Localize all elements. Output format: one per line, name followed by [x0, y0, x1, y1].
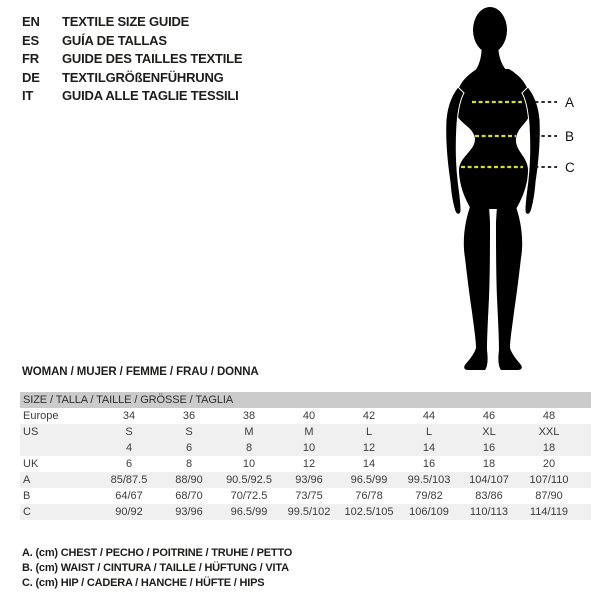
- silhouette-torso: [455, 69, 531, 209]
- size-cell: 96.5/99: [350, 474, 388, 486]
- language-code: FR: [22, 51, 39, 66]
- size-table-rows: [20, 408, 591, 520]
- size-table-row: [20, 456, 591, 472]
- row-padding: [579, 488, 591, 504]
- size-cell: 8: [185, 458, 193, 470]
- size-cell: M: [304, 426, 314, 438]
- size-cell: 16: [422, 458, 436, 470]
- size-cell: 90/92: [115, 506, 143, 518]
- row-padding: [579, 456, 591, 472]
- language-row: [22, 32, 242, 51]
- language-code: ES: [22, 32, 39, 48]
- size-cell: 48: [542, 410, 556, 422]
- size-cell: 96.5/99: [230, 506, 268, 518]
- language-row: [22, 69, 242, 88]
- size-cell: S: [125, 426, 133, 438]
- size-cell: 18: [482, 458, 496, 470]
- size-cell: 18: [542, 442, 556, 454]
- language-code: EN: [22, 14, 40, 29]
- row-padding: [579, 424, 591, 440]
- size-table-row: [20, 424, 591, 440]
- size-cell: 104/107: [469, 474, 509, 486]
- size-cell: 6: [185, 442, 193, 454]
- language-row: [22, 13, 242, 32]
- row-label: A: [23, 474, 31, 486]
- guide-title: GUIDA ALLE TAGLIE TESSILI: [62, 88, 239, 103]
- row-padding: [579, 504, 591, 520]
- woman-silhouette-figure: [395, 0, 600, 375]
- size-cell: 99.5/103: [407, 474, 451, 486]
- size-cell: 8: [245, 442, 253, 454]
- size-cell: 14: [422, 442, 436, 454]
- guide-title: GUÍA DE TALLAS: [62, 32, 167, 48]
- size-cell: 64/67: [115, 490, 143, 502]
- size-cell: 42: [362, 410, 376, 422]
- marker-label-A: A: [565, 95, 575, 110]
- language-title-block: [22, 13, 242, 106]
- footnote-line: A. (cm) CHEST / PECHO / POITRINE / TRUHE / PETTO: [22, 547, 293, 559]
- size-table: [20, 392, 591, 520]
- size-cell: 44: [422, 410, 436, 422]
- size-cell: 10: [302, 442, 316, 454]
- size-cell: 14: [362, 458, 376, 470]
- row-padding: [579, 408, 591, 424]
- size-cell: 114/119: [529, 506, 569, 518]
- size-cell: 4: [125, 442, 133, 454]
- size-cell: 88/90: [175, 474, 203, 486]
- row-label: UK: [23, 458, 39, 470]
- size-cell: 102.5/105: [344, 506, 394, 518]
- language-code: IT: [22, 88, 34, 103]
- size-cell: 16: [482, 442, 496, 454]
- size-cell: 46: [482, 410, 496, 422]
- size-table-row: [20, 408, 591, 424]
- size-table-row: [20, 472, 591, 488]
- row-label: C: [23, 506, 31, 518]
- size-cell: 93/96: [295, 474, 323, 486]
- silhouette-right-leg: [496, 204, 522, 370]
- row-padding: [579, 440, 591, 456]
- size-cell: L: [365, 426, 373, 438]
- size-cell: 99.5/102: [287, 506, 331, 518]
- row-label: [20, 440, 99, 456]
- marker-label-C: C: [565, 160, 575, 175]
- language-row: [22, 50, 242, 69]
- size-cell: 76/78: [355, 490, 383, 502]
- marker-label-B: B: [565, 129, 575, 144]
- size-table-row: [20, 488, 591, 504]
- section-title: WOMAN / MUJER / FEMME / FRAU / DONNA: [22, 366, 259, 378]
- guide-title: GUIDE DES TAILLES TEXTILE: [62, 51, 243, 66]
- size-cell: 87/90: [535, 490, 563, 502]
- figure-wrap: [395, 0, 600, 375]
- size-table-row: [20, 440, 591, 456]
- size-cell: 40: [302, 410, 316, 422]
- row-label: Europe: [23, 410, 59, 422]
- silhouette-left-leg: [464, 204, 490, 370]
- footnote-line: C. (cm) HIP / CADERA / HANCHE / HÜFTE / HIPS: [22, 577, 265, 590]
- size-cell: 107/110: [529, 474, 569, 486]
- size-cell: 70/72.5: [230, 490, 268, 502]
- size-cell: L: [425, 426, 433, 438]
- size-cell: 34: [122, 410, 136, 422]
- size-cell: 38: [242, 410, 256, 422]
- size-cell: 85/87.5: [110, 474, 148, 486]
- footnote-line: B. (cm) WAIST / CINTURA / TAILLE / HÜFTUNG / VITA: [22, 562, 289, 575]
- size-cell: S: [185, 426, 193, 438]
- size-cell: M: [244, 426, 254, 438]
- size-cell: 68/70: [175, 490, 203, 502]
- row-label: US: [23, 426, 39, 438]
- size-cell: XL: [482, 426, 496, 438]
- footnotes: [22, 546, 292, 592]
- size-cell: 110/113: [469, 506, 509, 518]
- guide-title: TEXTILGRÖßENFÜHRUNG: [62, 69, 224, 85]
- size-cell: 12: [302, 458, 316, 470]
- size-cell: 90.5/92.5: [226, 474, 272, 486]
- row-label: B: [23, 490, 31, 502]
- size-cell: 10: [242, 458, 256, 470]
- row-padding: [579, 472, 591, 488]
- size-cell: 20: [542, 458, 556, 470]
- size-cell: 36: [182, 410, 196, 422]
- size-cell: 12: [362, 442, 376, 454]
- language-code: DE: [22, 69, 40, 85]
- size-cell: 79/82: [415, 490, 443, 502]
- size-cell: 83/86: [475, 490, 503, 502]
- language-row: [22, 87, 242, 106]
- size-cell: 106/109: [409, 506, 449, 518]
- size-cell: XXL: [538, 426, 560, 438]
- size-table-row: [20, 504, 591, 520]
- size-cell: 6: [125, 458, 133, 470]
- size-cell: 93/96: [175, 506, 203, 518]
- size-table-banner: SIZE / TALLA / TAILLE / GRÖSSE / TAGLIA: [20, 392, 591, 408]
- guide-title: TEXTILE SIZE GUIDE: [62, 14, 190, 29]
- size-cell: 73/75: [295, 490, 323, 502]
